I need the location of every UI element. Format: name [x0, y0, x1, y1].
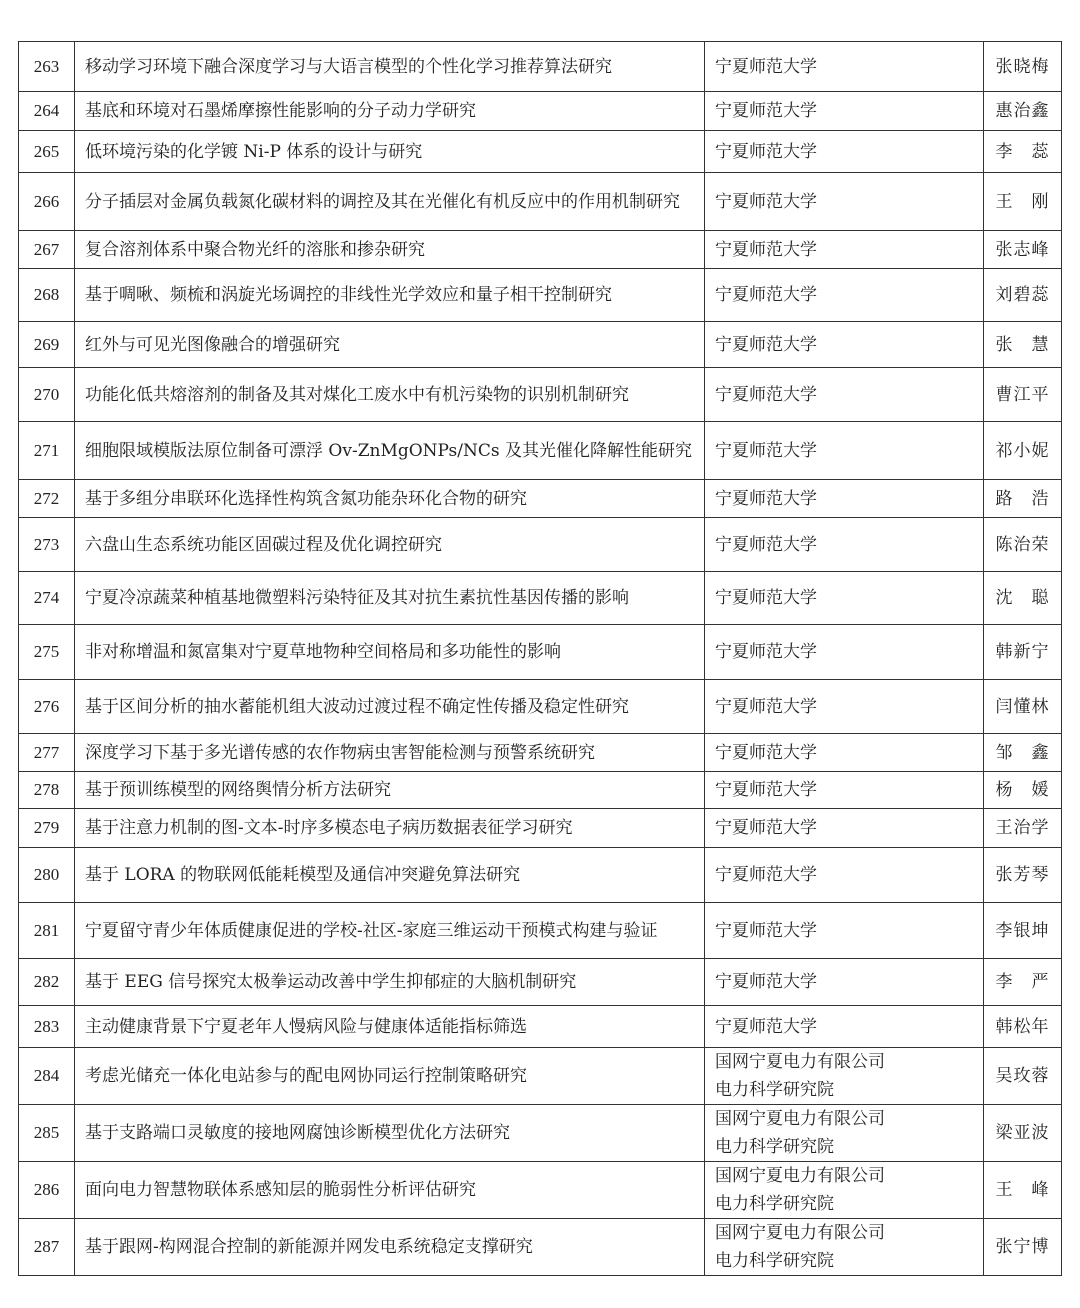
project-title: 基于 EEG 信号探究太极拳运动改善中学生抑郁症的大脑机制研究: [75, 959, 705, 1006]
organization-line: 宁夏师范大学: [715, 56, 817, 77]
organization-line: 国网宁夏电力有限公司: [715, 1166, 885, 1186]
organization: [705, 903, 984, 959]
organization-line: 宁夏师范大学: [715, 384, 817, 405]
organization-line: 宁夏师范大学: [715, 534, 817, 555]
row-number: 279: [19, 809, 75, 848]
organization: [705, 1162, 984, 1219]
organization-line: 国网宁夏电力有限公司: [715, 1223, 885, 1243]
table-row: [19, 772, 1062, 809]
row-number: 265: [19, 131, 75, 173]
principal-investigator: 吴玫蓉: [984, 1048, 1062, 1105]
principal-investigator: 李银坤: [984, 903, 1062, 959]
principal-investigator: 张 慧: [984, 322, 1062, 368]
row-number: 286: [19, 1162, 75, 1219]
row-number: 284: [19, 1048, 75, 1105]
organization: [705, 734, 984, 772]
row-number: 274: [19, 572, 75, 625]
organization: [705, 772, 984, 809]
project-table: [18, 41, 1062, 1276]
table-row: [19, 322, 1062, 368]
organization-line: 宁夏师范大学: [715, 488, 817, 509]
project-title: 基于支路端口灵敏度的接地网腐蚀诊断模型优化方法研究: [75, 1105, 705, 1162]
row-number: 276: [19, 680, 75, 734]
organization: [705, 680, 984, 734]
table-row: [19, 959, 1062, 1006]
project-title: 六盘山生态系统功能区固碳过程及优化调控研究: [75, 518, 705, 572]
table-row: [19, 173, 1062, 231]
organization: [705, 1105, 984, 1162]
organization-line: 宁夏师范大学: [715, 642, 817, 662]
principal-investigator: 张晓梅: [984, 42, 1062, 92]
row-number: 270: [19, 368, 75, 422]
table-row: [19, 1006, 1062, 1048]
table-row: [19, 903, 1062, 959]
project-title: 基于注意力机制的图-文本-时序多模态电子病历数据表征学习研究: [75, 809, 705, 848]
table-row: [19, 131, 1062, 173]
table-row: [19, 572, 1062, 625]
organization: [705, 1006, 984, 1048]
row-number: 263: [19, 42, 75, 92]
row-number: 287: [19, 1219, 75, 1276]
organization-line: 宁夏师范大学: [715, 239, 817, 260]
organization-line: 电力科学研究院: [715, 1080, 834, 1100]
organization-line: 国网宁夏电力有限公司: [715, 1052, 885, 1072]
project-title: 基于跟网-构网混合控制的新能源并网发电系统稳定支撑研究: [75, 1219, 705, 1276]
organization-line: 宁夏师范大学: [715, 141, 817, 162]
organization-line: 国网宁夏电力有限公司: [715, 1109, 885, 1129]
table-row: [19, 422, 1062, 480]
organization: [705, 572, 984, 625]
organization: [705, 848, 984, 903]
organization: [705, 809, 984, 848]
principal-investigator: 刘碧蕊: [984, 269, 1062, 322]
row-number: 272: [19, 480, 75, 518]
principal-investigator: 韩松年: [984, 1006, 1062, 1048]
table-row: [19, 1105, 1062, 1162]
table-row: [19, 1048, 1062, 1105]
principal-investigator: 王 峰: [984, 1162, 1062, 1219]
table-row: [19, 1219, 1062, 1276]
organization-line: 电力科学研究院: [715, 1137, 834, 1157]
organization: [705, 322, 984, 368]
organization: [705, 231, 984, 269]
project-table-body: [19, 42, 1062, 1276]
row-number: 277: [19, 734, 75, 772]
project-title: 基底和环境对石墨烯摩擦性能影响的分子动力学研究: [75, 92, 705, 131]
principal-investigator: 王治学: [984, 809, 1062, 848]
principal-investigator: 杨 媛: [984, 772, 1062, 809]
row-number: 281: [19, 903, 75, 959]
row-number: 268: [19, 269, 75, 322]
row-number: 266: [19, 173, 75, 231]
project-title: 复合溶剂体系中聚合物光纤的溶胀和掺杂研究: [75, 231, 705, 269]
principal-investigator: 陈治荣: [984, 518, 1062, 572]
table-row: [19, 625, 1062, 680]
row-number: 269: [19, 322, 75, 368]
row-number: 264: [19, 92, 75, 131]
row-number: 267: [19, 231, 75, 269]
organization-line: 宁夏师范大学: [715, 696, 817, 717]
project-title: 基于区间分析的抽水蓄能机组大波动过渡过程不确定性传播及稳定性研究: [75, 680, 705, 734]
organization-line: 宁夏师范大学: [715, 920, 817, 941]
table-row: [19, 480, 1062, 518]
project-title: 基于多组分串联环化选择性构筑含氮功能杂环化合物的研究: [75, 480, 705, 518]
project-title: 功能化低共熔溶剂的制备及其对煤化工废水中有机污染物的识别机制研究: [75, 368, 705, 422]
principal-investigator: 惠治鑫: [984, 92, 1062, 131]
table-row: [19, 231, 1062, 269]
organization-line: 宁夏师范大学: [715, 742, 817, 763]
organization: [705, 1219, 984, 1276]
principal-investigator: 韩新宁: [984, 625, 1062, 680]
principal-investigator: 张志峰: [984, 231, 1062, 269]
principal-investigator: 李 严: [984, 959, 1062, 1006]
project-title: 细胞限域模版法原位制备可漂浮 Ov-ZnMgONPs/NCs 及其光催化降解性能研究: [75, 422, 705, 480]
project-title: 宁夏留守青少年体质健康促进的学校-社区-家庭三维运动干预模式构建与验证: [75, 903, 705, 959]
principal-investigator: 邹 鑫: [984, 734, 1062, 772]
project-title: 低环境污染的化学镀 Ni-P 体系的设计与研究: [75, 131, 705, 173]
table-row: [19, 1162, 1062, 1219]
project-title: 移动学习环境下融合深度学习与大语言模型的个性化学习推荐算法研究: [75, 42, 705, 92]
row-number: 273: [19, 518, 75, 572]
organization: [705, 959, 984, 1006]
principal-investigator: 李 蕊: [984, 131, 1062, 173]
organization-line: 宁夏师范大学: [715, 818, 817, 838]
organization: [705, 368, 984, 422]
table-row: [19, 368, 1062, 422]
project-title: 深度学习下基于多光谱传感的农作物病虫害智能检测与预警系统研究: [75, 734, 705, 772]
table-row: [19, 92, 1062, 131]
organization: [705, 480, 984, 518]
principal-investigator: 梁亚波: [984, 1105, 1062, 1162]
project-title: 基于啁啾、频梳和涡旋光场调控的非线性光学效应和量子相干控制研究: [75, 269, 705, 322]
organization-line: 宁夏师范大学: [715, 972, 817, 992]
organization: [705, 173, 984, 231]
principal-investigator: 张芳琴: [984, 848, 1062, 903]
organization-line: 宁夏师范大学: [715, 780, 817, 800]
organization-line: 宁夏师范大学: [715, 588, 817, 608]
row-number: 271: [19, 422, 75, 480]
organization-line: 电力科学研究院: [715, 1194, 834, 1214]
project-title: 分子插层对金属负载氮化碳材料的调控及其在光催化有机反应中的作用机制研究: [75, 173, 705, 231]
organization-line: 宁夏师范大学: [715, 334, 817, 355]
principal-investigator: 路 浩: [984, 480, 1062, 518]
principal-investigator: 王 刚: [984, 173, 1062, 231]
table-row: [19, 680, 1062, 734]
organization-line: 宁夏师范大学: [715, 1016, 817, 1037]
project-title: 非对称增温和氮富集对宁夏草地物种空间格局和多功能性的影响: [75, 625, 705, 680]
project-title: 面向电力智慧物联体系感知层的脆弱性分析评估研究: [75, 1162, 705, 1219]
row-number: 278: [19, 772, 75, 809]
organization: [705, 42, 984, 92]
row-number: 283: [19, 1006, 75, 1048]
project-title: 基于预训练模型的网络舆情分析方法研究: [75, 772, 705, 809]
organization: [705, 422, 984, 480]
organization: [705, 625, 984, 680]
principal-investigator: 闫懂林: [984, 680, 1062, 734]
organization: [705, 1048, 984, 1105]
project-title: 主动健康背景下宁夏老年人慢病风险与健康体适能指标筛选: [75, 1006, 705, 1048]
organization: [705, 518, 984, 572]
table-row: [19, 848, 1062, 903]
table-row: [19, 42, 1062, 92]
table-row: [19, 734, 1062, 772]
row-number: 285: [19, 1105, 75, 1162]
organization-line: 宁夏师范大学: [715, 285, 817, 305]
table-row: [19, 518, 1062, 572]
project-title: 基于 LORA 的物联网低能耗模型及通信冲突避免算法研究: [75, 848, 705, 903]
principal-investigator: 沈 聪: [984, 572, 1062, 625]
project-title: 红外与可见光图像融合的增强研究: [75, 322, 705, 368]
organization-line: 宁夏师范大学: [715, 191, 817, 212]
organization-line: 电力科学研究院: [715, 1251, 834, 1271]
table-row: [19, 269, 1062, 322]
project-title: 考虑光储充一体化电站参与的配电网协同运行控制策略研究: [75, 1048, 705, 1105]
organization: [705, 131, 984, 173]
organization-line: 宁夏师范大学: [715, 865, 817, 885]
principal-investigator: 张宁博: [984, 1219, 1062, 1276]
principal-investigator: 祁小妮: [984, 422, 1062, 480]
organization: [705, 92, 984, 131]
principal-investigator: 曹江平: [984, 368, 1062, 422]
table-row: [19, 809, 1062, 848]
row-number: 282: [19, 959, 75, 1006]
organization: [705, 269, 984, 322]
row-number: 275: [19, 625, 75, 680]
organization-line: 宁夏师范大学: [715, 101, 817, 121]
organization-line: 宁夏师范大学: [715, 440, 817, 461]
project-title: 宁夏冷凉蔬菜种植基地微塑料污染特征及其对抗生素抗性基因传播的影响: [75, 572, 705, 625]
row-number: 280: [19, 848, 75, 903]
